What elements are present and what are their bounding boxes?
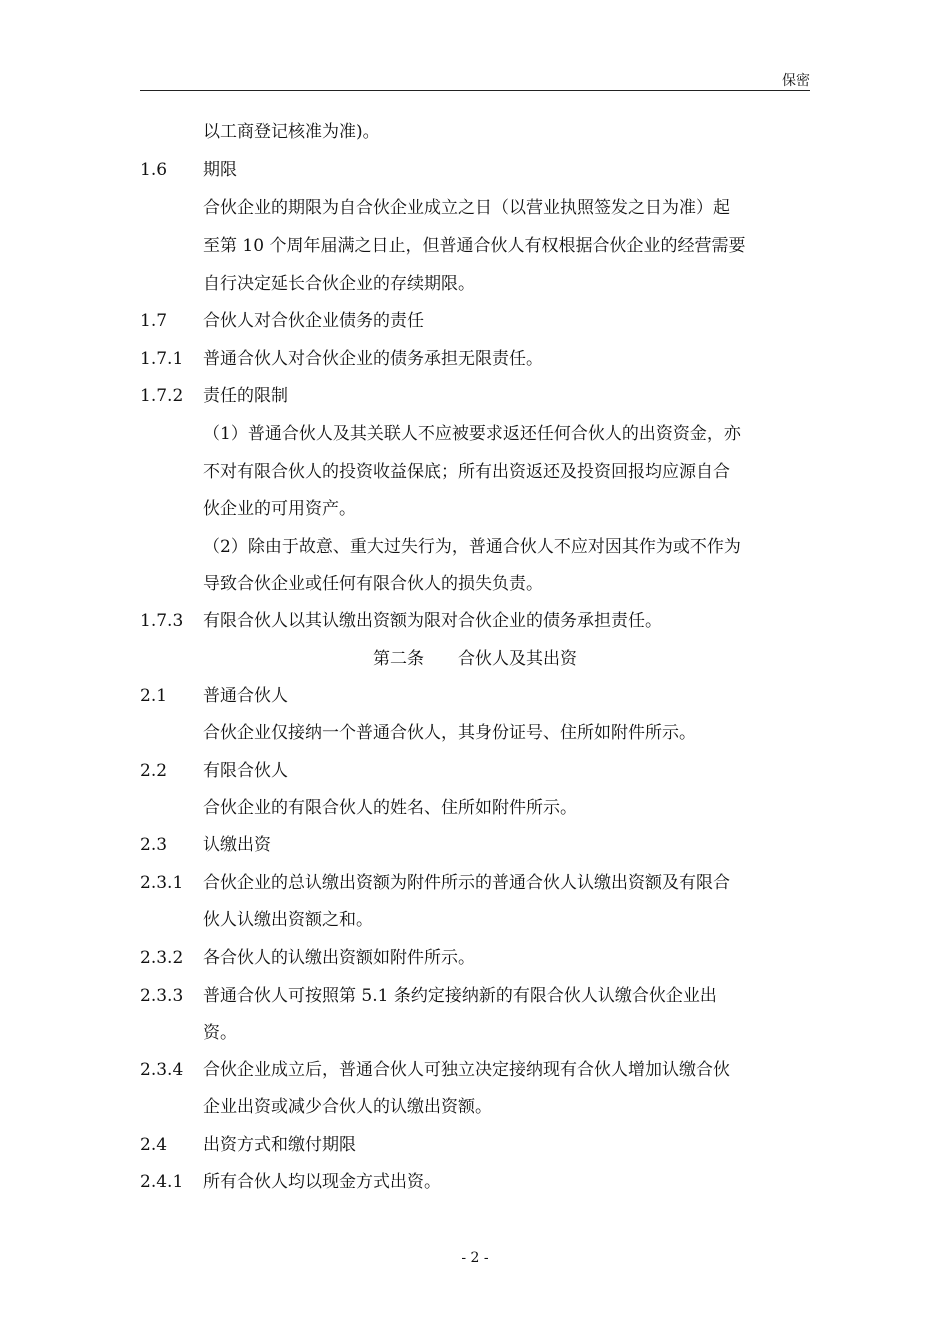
clause-text: 合伙企业的总认缴出资额为附件所示的普通合伙人认缴出资额及有限合 — [203, 873, 730, 893]
clause-title: 出资方式和缴付期限 — [203, 1135, 356, 1155]
paragraph-line: 导致合伙企业或任何有限合伙人的损失负责。 — [203, 574, 543, 594]
clause-text: 有限合伙人以其认缴出资额为限对合伙企业的债务承担责任。 — [203, 611, 662, 631]
paragraph-line: （1）普通合伙人及其关联人不应被要求返还任何合伙人的出资资金，亦 — [203, 424, 741, 444]
clause-text: 普通合伙人对合伙企业的债务承担无限责任。 — [203, 349, 543, 369]
header-confidential-label: 保密 — [782, 73, 810, 89]
paragraph-line: 企业出资或减少合伙人的认缴出资额。 — [203, 1097, 492, 1117]
clause-title: 合伙人对合伙企业债务的责任 — [203, 311, 424, 331]
clause-title: 责任的限制 — [203, 386, 288, 406]
article-heading: 第二条 合伙人及其出资 — [373, 649, 577, 669]
clause-text: 所有合伙人均以现金方式出资。 — [203, 1172, 441, 1192]
paragraph-line: 合伙企业的期限为自合伙企业成立之日（以营业执照签发之日为准）起 — [203, 198, 730, 218]
clause-text: 普通合伙人可按照第 5.1 条约定接纳新的有限合伙人认缴合伙企业出 — [203, 986, 717, 1006]
clause-number: 2.3.1 — [140, 873, 184, 893]
header-rule — [140, 90, 810, 91]
paragraph-line: 自行决定延长合伙企业的存续期限。 — [203, 274, 475, 294]
clause-number: 2.3 — [140, 835, 168, 855]
clause-number: 1.6 — [140, 160, 168, 180]
clause-number: 2.3.2 — [140, 948, 184, 968]
paragraph-line: （2）除由于故意、重大过失行为，普通合伙人不应对因其作为或不作为 — [203, 537, 741, 557]
paragraph-line: 资。 — [203, 1023, 237, 1043]
clause-title: 认缴出资 — [203, 835, 271, 855]
paragraph-line: 伙企业的可用资产。 — [203, 499, 356, 519]
clause-number: 1.7.1 — [140, 349, 184, 369]
paragraph-line: 合伙企业仅接纳一个普通合伙人，其身份证号、住所如附件所示。 — [203, 723, 696, 743]
paragraph-line: 合伙企业的有限合伙人的姓名、住所如附件所示。 — [203, 798, 577, 818]
clause-title: 有限合伙人 — [203, 761, 288, 781]
clause-number: 2.1 — [140, 686, 168, 706]
continued-paragraph: 以工商登记核准为准)。 — [203, 122, 380, 142]
paragraph-line: 伙人认缴出资额之和。 — [203, 910, 373, 930]
clause-number: 1.7 — [140, 311, 168, 331]
clause-number: 2.3.4 — [140, 1060, 184, 1080]
page-number: - 2 - — [461, 1250, 489, 1266]
clause-number: 2.2 — [140, 761, 168, 781]
clause-number: 1.7.3 — [140, 611, 184, 631]
clause-title: 期限 — [203, 160, 237, 180]
clause-text: 合伙企业成立后，普通合伙人可独立决定接纳现有合伙人增加认缴合伙 — [203, 1060, 730, 1080]
clause-number: 2.4 — [140, 1135, 168, 1155]
clause-title: 普通合伙人 — [203, 686, 288, 706]
clause-number: 2.3.3 — [140, 986, 184, 1006]
clause-number: 2.4.1 — [140, 1172, 184, 1192]
paragraph-line: 至第 10 个周年届满之日止，但普通合伙人有权根据合伙企业的经营需要 — [203, 236, 746, 256]
paragraph-line: 不对有限合伙人的投资收益保底；所有出资返还及投资回报均应源自合 — [203, 462, 730, 482]
clause-text: 各合伙人的认缴出资额如附件所示。 — [203, 948, 475, 968]
clause-number: 1.7.2 — [140, 386, 184, 406]
